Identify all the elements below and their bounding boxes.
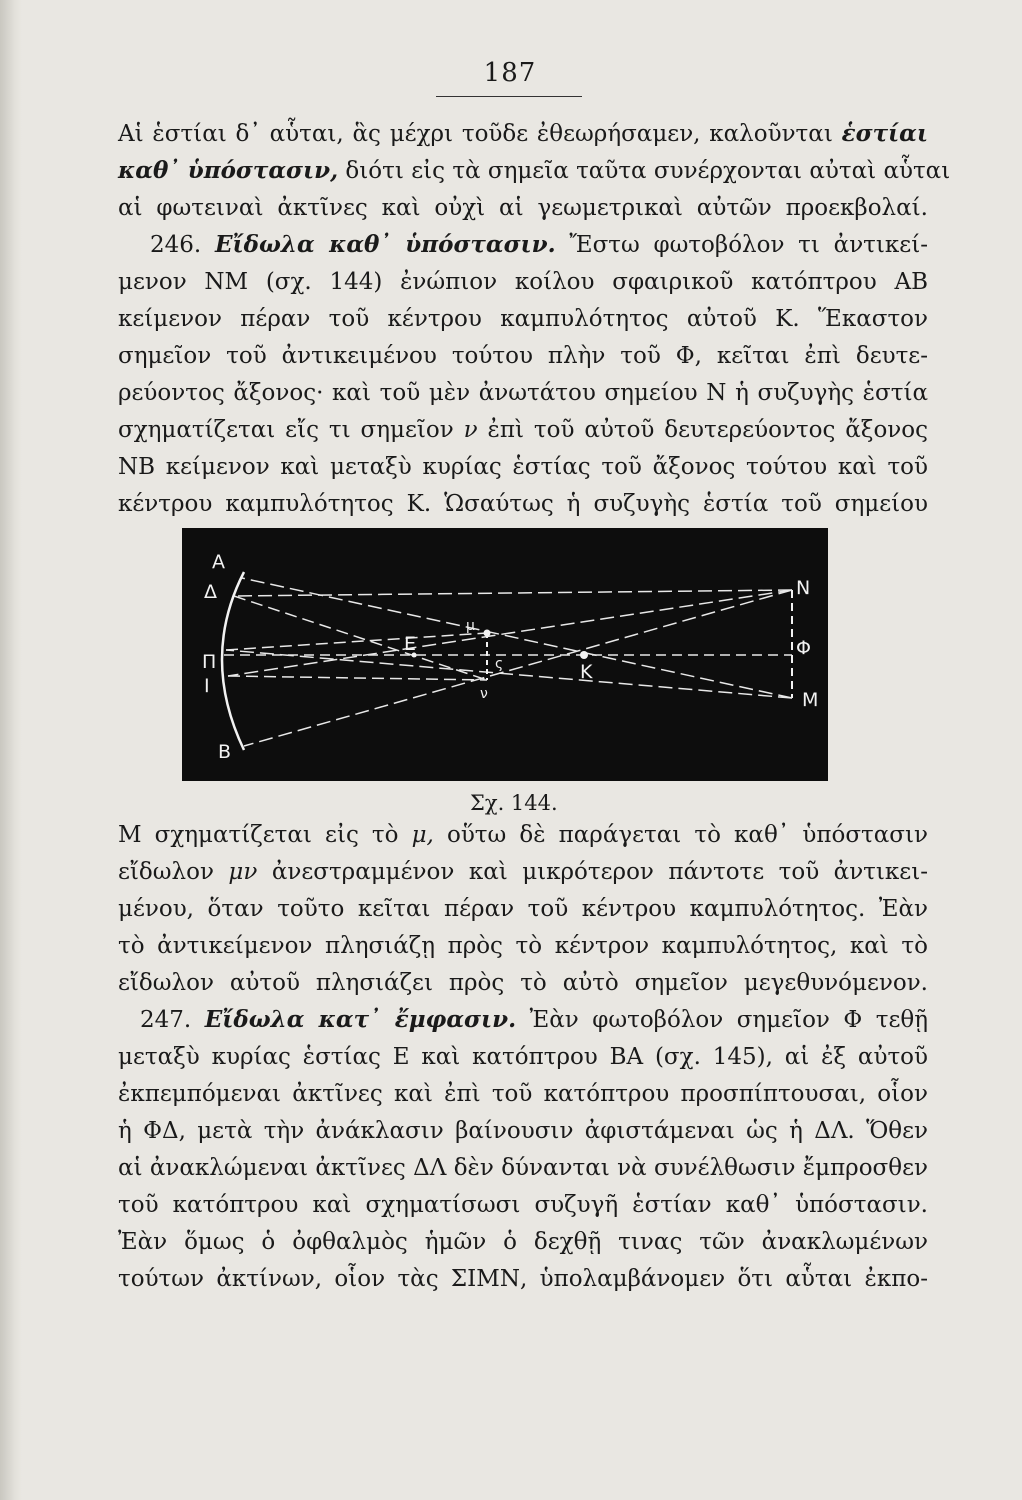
italic-variable: μ, bbox=[411, 822, 434, 848]
figure-144 bbox=[182, 528, 828, 781]
text-line: τούτων ἀκτίνων, οἷον τὰς ΣΙΜΝ, ὑπολαμβάνομεν ὅτι αὗται ἐκπο- bbox=[118, 1266, 928, 1292]
label-N: Ν bbox=[796, 577, 811, 599]
text-line: Ἐὰν ὅμως ὁ ὀφθαλμὸς ἡμῶν ὁ δεχθῇ τινας τῶν ἀνακλωμένων bbox=[118, 1229, 928, 1255]
text-line: αἱ ἀνακλώμεναι ἀκτῖνες ΔΛ δὲν δύνανται νὰ συνέλθωσιν ἔμπροσθεν bbox=[118, 1155, 928, 1181]
italic-term: ἑστίαι bbox=[841, 120, 928, 147]
text-line: Μ σχηματίζεται εἰς τὸ μ, οὕτω δὲ παράγεται τὸ καθ᾽ ὑπόστασιν bbox=[118, 822, 928, 848]
ray-I-to-nu bbox=[228, 676, 487, 680]
label-K: Κ bbox=[580, 661, 593, 683]
italic-term: καθ᾽ ὑπόστασιν, bbox=[118, 157, 339, 184]
point-K bbox=[580, 651, 588, 659]
label-I: Ι bbox=[204, 675, 210, 697]
label-Pi: Π bbox=[202, 651, 217, 673]
text-line: αἱ φωτειναὶ ἀκτῖνες καὶ οὐχὶ αἱ γεωμετρικαὶ αὐτῶν προεκβολαί. bbox=[118, 195, 928, 221]
italic-variable: μν bbox=[228, 859, 258, 885]
ray-M-to-A bbox=[242, 578, 792, 698]
text-line: κέντρου καμπυλότητος Κ. Ὡσαύτως ἡ συζυγὴς ἑστία τοῦ σημείου bbox=[118, 491, 928, 517]
label-M: Μ bbox=[802, 689, 819, 711]
section-number: 247. bbox=[140, 1007, 192, 1033]
label-B: Β bbox=[218, 741, 232, 763]
label-Phi: Φ bbox=[796, 637, 811, 659]
ray-Pi-to-mu bbox=[226, 633, 487, 650]
text-line: ἡ ΦΔ, μετὰ τὴν ἀνάκλασιν βαίνουσιν ἀφιστάμεναι ὡς ἡ ΔΛ. Ὅθεν bbox=[118, 1118, 928, 1144]
header-rule bbox=[436, 96, 582, 97]
ray-N-to-I bbox=[228, 590, 792, 676]
text-line: Αἱ ἑστίαι δ᾽ αὗται, ἃς μέχρι τοῦδε ἐθεωρήσαμεν, καλοῦνται ἑστίαι bbox=[118, 120, 928, 147]
italic-variable: ν bbox=[463, 417, 478, 443]
ray-N-to-B bbox=[244, 590, 792, 746]
point-mu bbox=[484, 630, 491, 637]
text-line: σχηματίζεται εἴς τι σημεῖον ν ἐπὶ τοῦ αὐτοῦ δευτερεύοντος ἄξονος bbox=[118, 417, 929, 443]
section-246-heading-line: 246. Εἴδωλα καθ᾽ ὑπόστασιν. Ἔστω φωτοβόλον τι ἀντικεί- bbox=[150, 231, 928, 258]
text-line: κείμενον πέραν τοῦ κέντρου καμπυλότητος αὐτοῦ Κ. Ἕκαστον bbox=[118, 306, 928, 332]
text-line: μένου, ὅταν τοῦτο κεῖται πέραν τοῦ κέντρου καμπυλότητος. Ἐὰν bbox=[118, 896, 928, 922]
text-line: εἴδωλον μν ἀνεστραμμένον καὶ μικρότερον πάντοτε τοῦ ἀντικει- bbox=[118, 859, 929, 885]
section-number: 246. bbox=[150, 232, 202, 258]
label-mu: μ bbox=[466, 618, 475, 634]
ray-M-to-Pi bbox=[226, 650, 792, 698]
text-line: τοῦ κατόπτρου καὶ σχηματίσωσι συζυγῆ ἑστίαν καθ᾽ ὑπόστασιν. bbox=[118, 1192, 928, 1218]
page-binding-edge bbox=[0, 0, 22, 1500]
text-line: μεταξὺ κυρίας ἑστίας Ε καὶ κατόπτρου ΒΑ (σχ. 145), αἱ ἐξ αὐτοῦ bbox=[118, 1044, 928, 1070]
label-nu: ν bbox=[480, 686, 488, 702]
label-Delta: Δ bbox=[204, 581, 217, 603]
text-line: εἴδωλον αὐτοῦ πλησιάζει πρὸς τὸ αὐτὸ σημεῖον μεγεθυνόμενον. bbox=[118, 970, 928, 996]
section-247-heading-line: 247. Εἴδωλα κατ᾽ ἔμφασιν. Ἐὰν φωτοβόλον σημεῖον Φ τεθῇ bbox=[140, 1006, 929, 1033]
text-line: ρεύοντος ἄξονος· καὶ τοῦ μὲν ἀνωτάτου σημείου Ν ἡ συζυγὴς ἑστία bbox=[118, 380, 928, 406]
label-phi-small: ς bbox=[495, 656, 504, 672]
ray-Delta-to-nu bbox=[234, 596, 487, 680]
page-number: 187 bbox=[483, 58, 537, 88]
label-A: Α bbox=[212, 551, 225, 573]
label-E: Ε bbox=[404, 633, 417, 655]
text-line: σημεῖον τοῦ ἀντικειμένου τούτου πλὴν τοῦ Φ, κεῖται ἐπὶ δευτε- bbox=[118, 343, 928, 369]
concave-mirror-diagram bbox=[182, 528, 828, 781]
text-line: NB κείμενον καὶ μεταξὺ κυρίας ἑστίας τοῦ ἄξονος τούτου καὶ τοῦ bbox=[118, 454, 928, 480]
figure-caption: Σχ. 144. bbox=[470, 791, 558, 815]
text-line: μενον ΝΜ (σχ. 144) ἐνώπιον κοίλου σφαιρικοῦ κατόπτρου ΑΒ bbox=[118, 269, 928, 295]
text-line: τὸ ἀντικείμενον πλησιάζῃ πρὸς τὸ κέντρον καμπυλότητος, καὶ τὸ bbox=[118, 933, 928, 959]
text-line: καθ᾽ ὑπόστασιν, διότι εἰς τὰ σημεῖα ταῦτα συνέρχονται αὐταὶ αὗται bbox=[118, 157, 951, 184]
section-heading: Εἴδωλα κατ᾽ ἔμφασιν. bbox=[204, 1006, 517, 1033]
text-line: ἐκπεμπόμεναι ἀκτῖνες καὶ ἐπὶ τοῦ κατόπτρου προσπίπτουσαι, οἷον bbox=[118, 1081, 928, 1107]
section-heading: Εἴδωλα καθ᾽ ὑπόστασιν. bbox=[214, 231, 556, 258]
